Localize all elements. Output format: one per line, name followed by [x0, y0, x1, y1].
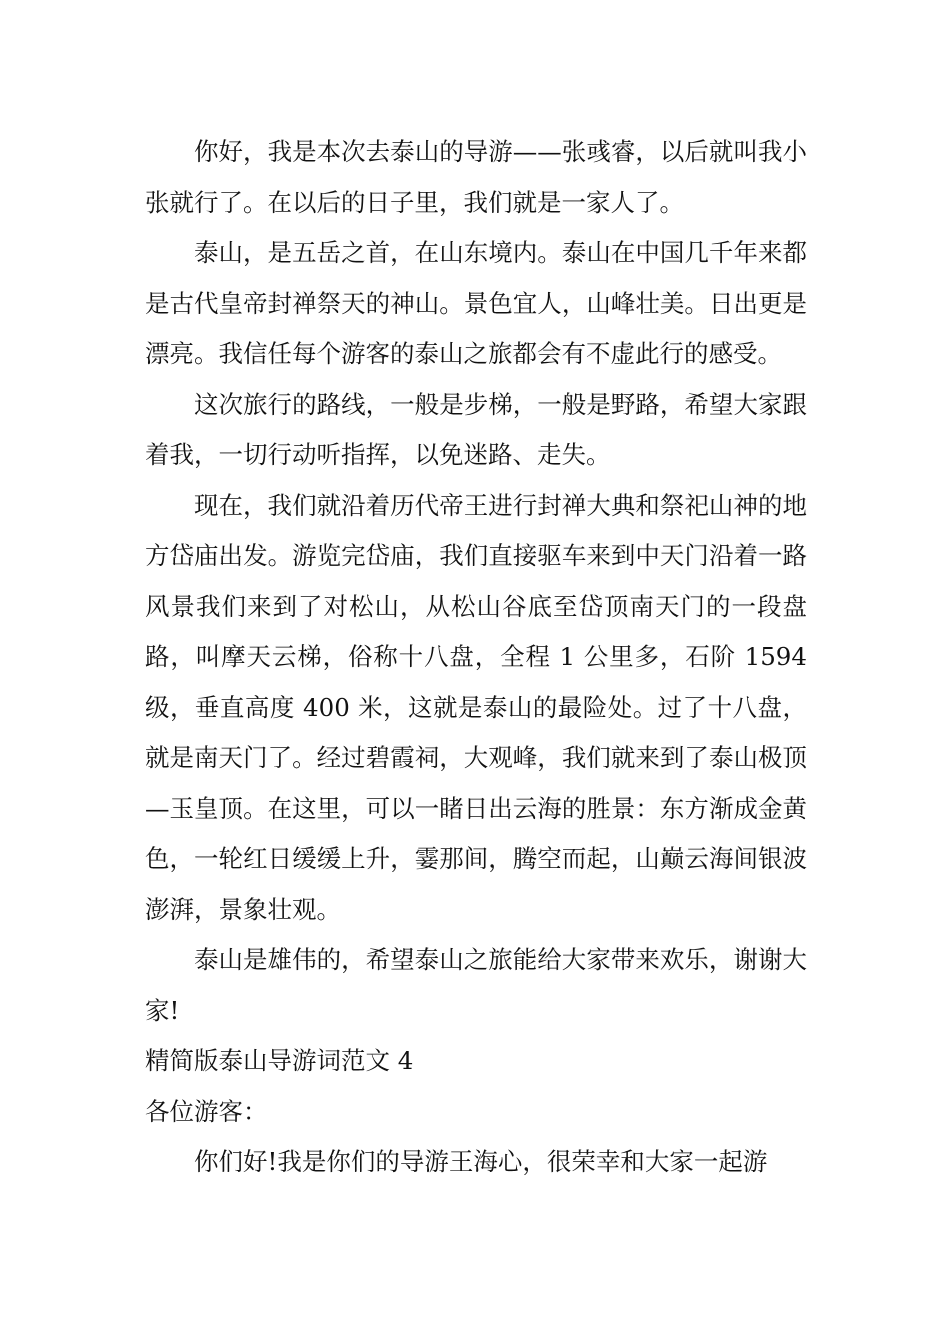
paragraph-taishan-overview: 泰山，是五岳之首，在山东境内。泰山在中国几千年来都是古代皇帝封禅祭天的神山。景色宜人，山峰壮美。日出更是漂亮。我信任每个游客的泰山之旅都会有不虚此行的感受。: [145, 238, 807, 368]
paragraph-closing: 泰山是雄伟的，希望泰山之旅能给大家带来欢乐，谢谢大家!: [145, 945, 807, 1025]
document-page: [145, 127, 807, 1188]
section-title: 精简版泰山导游词范文 4: [145, 1046, 414, 1075]
paragraph-welcome: 你们好!我是你们的导游王海心，很荣幸和大家一起游: [194, 1147, 768, 1176]
paragraph-route: 这次旅行的路线，一般是步梯，一般是野路，希望大家跟着我，一切行动听指挥，以免迷路、走失。: [145, 389, 807, 469]
greeting: 各位游客：: [145, 1096, 268, 1126]
paragraph-intro: 你好，我是本次去泰山的导游——张彧睿，以后就叫我小张就行了。在以后的日子里，我们就是一家人了。: [145, 137, 807, 217]
paragraph-itinerary: 现在，我们就沿着历代帝王进行封禅大典和祭祀山神的地方岱庙出发。游览完岱庙，我们直接驱车来到中天门沿着一路风景我们来到了对松山，从松山谷底至岱顶南天门的一段盘路，叫摩天云梯，俗称十八盘，全程 1 公里多，石阶 1594 级，垂直高度 400 米，这就是泰山的最险处。过了十八盘，就是南天门了。经过碧霞祠，大观峰，我们就来到了泰山极顶—玉皇顶。在这里，可以一睹日出云海的胜景：东方渐成金黄色，一轮红日缓缓上升，霎那间，腾空而起，山巅云海间银波澎湃，景象壮观。: [145, 490, 807, 924]
